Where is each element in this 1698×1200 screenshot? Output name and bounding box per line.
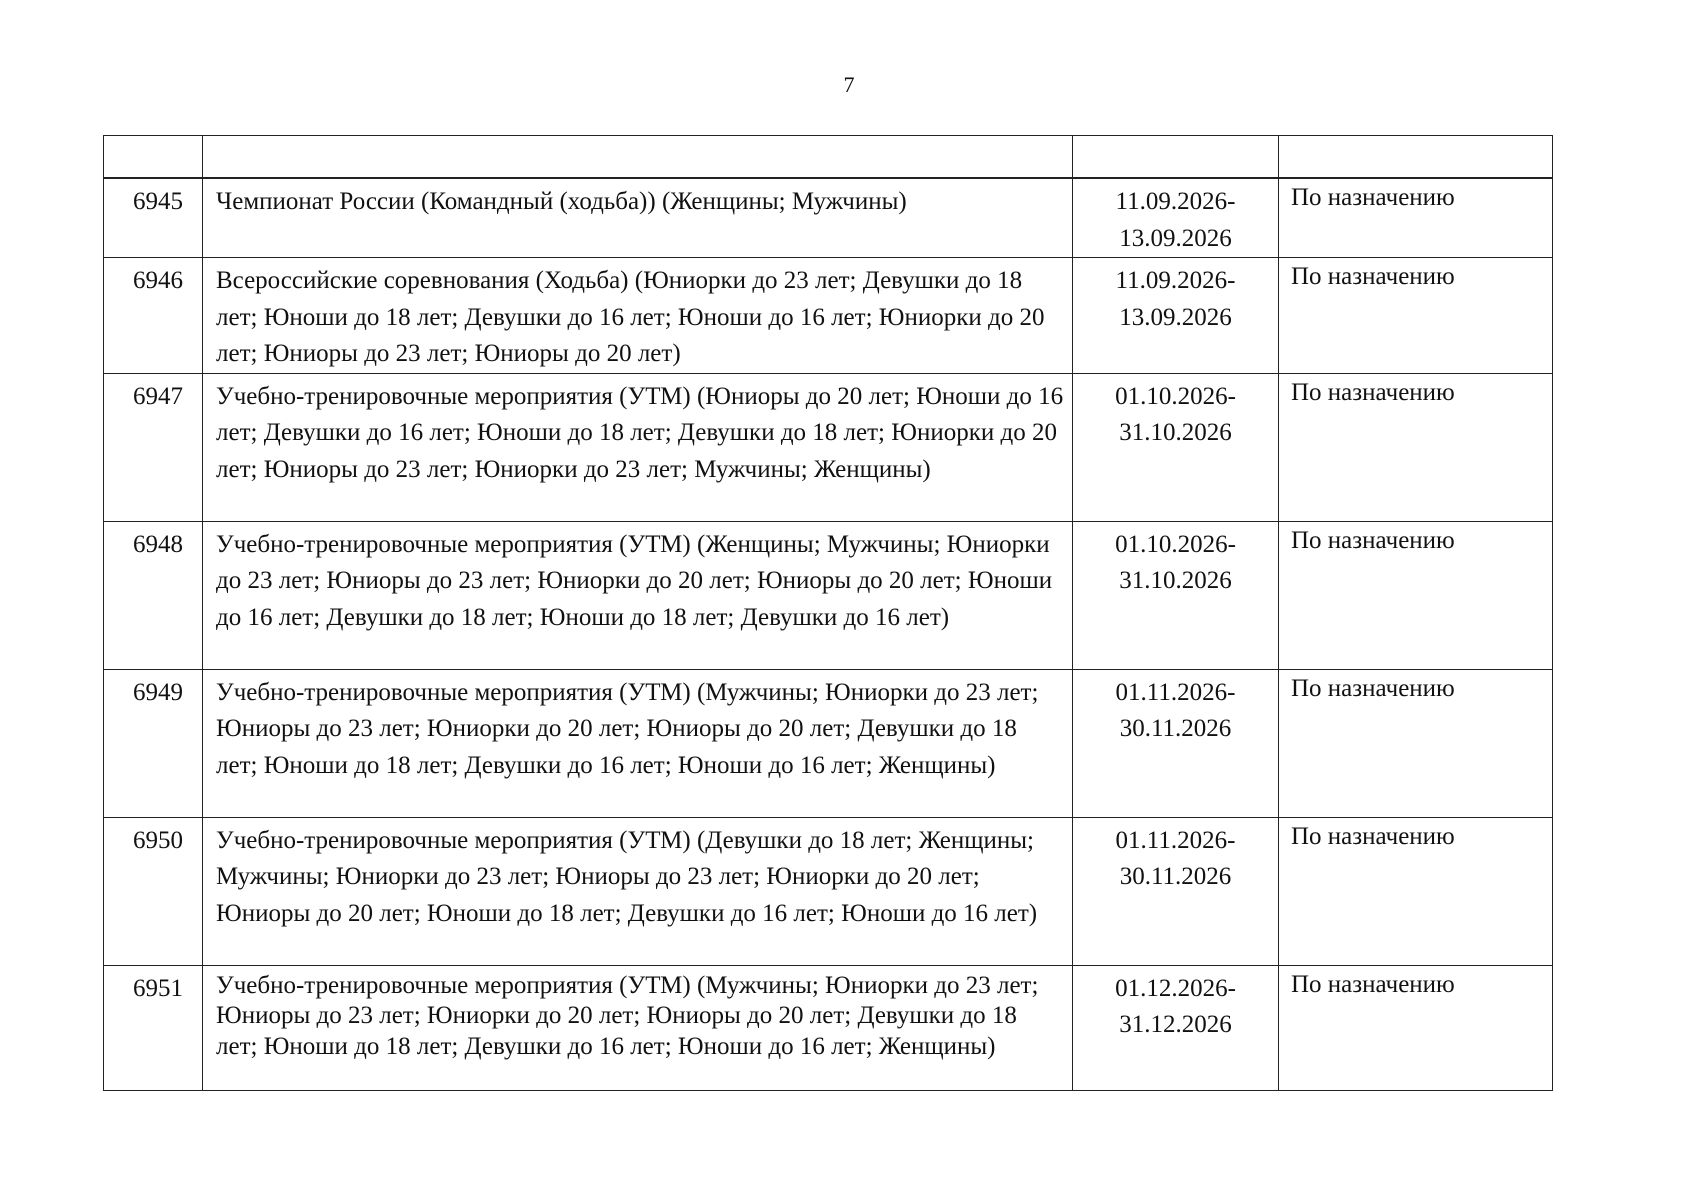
header-cell-dates [1073,136,1279,179]
event-number: 6945 [104,178,203,258]
date-end: 13.09.2026 [1119,303,1232,331]
date-start: 01.12.2026- [1115,974,1236,1002]
event-place: По назначению [1279,965,1553,1090]
event-number: 6946 [104,258,203,374]
event-number: 6948 [104,521,203,669]
date-start: 01.11.2026- [1115,678,1236,706]
event-name: Всероссийские соревнования (Ходьба) (Юниорки до 23 лет; Девушки до 18 лет; Юноши до 18 лет; Девушки до 16 лет; Юноши до 16 лет; Юниорки до 20 лет; Юниоры до 23 лет; Юниоры до 20 лет) [203,258,1073,374]
event-place: По назначению [1279,178,1553,258]
event-dates [1073,965,1279,1090]
event-place: По назначению [1279,521,1553,669]
table-row [104,178,1553,258]
event-number: 6947 [104,373,203,521]
date-end: 31.10.2026 [1119,567,1232,594]
table-header-row [104,136,1553,179]
date-end: 30.11.2026 [1119,863,1232,890]
event-number: 6950 [104,817,203,965]
date-start: 01.10.2026- [1115,382,1236,410]
table-row [104,965,1553,1090]
event-name: Чемпионат России (Командный (ходьба)) (Женщины; Мужчины) [203,178,1073,258]
event-dates [1073,521,1279,669]
table-row [104,817,1553,965]
date-start: 11.09.2026- [1115,188,1236,215]
date-start: 11.09.2026- [1115,267,1236,294]
event-name: Учебно-тренировочные мероприятия (УТМ) (Женщины; Мужчины; Юниорки до 23 лет; Юниоры до 23 лет; Юниорки до 20 лет; Юниоры до 20 лет; Юноши до 16 лет; Девушки до 18 лет; Юноши до 18 лет; Девушки до 16 лет) [203,521,1073,669]
event-name: Учебно-тренировочные мероприятия (УТМ) (Мужчины; Юниорки до 23 лет; Юниоры до 23 лет; Юниорки до 20 лет; Юниоры до 20 лет; Девушки до 18 лет; Юноши до 18 лет; Девушки до 16 лет; Юноши до 16 лет; Женщины) [203,965,1073,1090]
event-number: 6951 [104,965,203,1090]
table-row [104,521,1553,669]
table-row [104,373,1553,521]
header-cell-event [203,136,1073,179]
header-cell-place [1279,136,1553,179]
page-number: 7 [843,72,855,97]
date-end: 31.12.2026 [1119,1011,1232,1038]
date-start: 01.11.2026- [1115,826,1236,854]
event-place: По назначению [1279,669,1553,817]
event-dates [1073,373,1279,521]
header-cell-number [104,136,203,179]
event-place: По назначению [1279,817,1553,965]
table-row [104,669,1553,817]
event-name: Учебно-тренировочные мероприятия (УТМ) (Мужчины; Юниорки до 23 лет; Юниоры до 23 лет; Юниорки до 20 лет; Юниоры до 20 лет; Девушки до 18 лет; Юноши до 18 лет; Девушки до 16 лет; Юноши до 16 лет; Женщины) [203,669,1073,817]
event-dates [1073,817,1279,965]
event-name: Учебно-тренировочные мероприятия (УТМ) (Девушки до 18 лет; Женщины; Мужчины; Юниорки до 23 лет; Юниоры до 23 лет; Юниорки до 20 лет; Юниоры до 20 лет; Юноши до 18 лет; Девушки до 16 лет; Юноши до 16 лет) [203,817,1073,965]
date-start: 01.10.2026- [1115,530,1236,558]
events-table [103,135,1553,1091]
date-end: 13.09.2026 [1119,224,1232,252]
event-number: 6949 [104,669,203,817]
date-end: 30.11.2026 [1119,715,1232,742]
event-dates [1073,258,1279,374]
event-name: Учебно-тренировочные мероприятия (УТМ) (Юниоры до 20 лет; Юноши до 16 лет; Девушки до 16 лет; Юноши до 18 лет; Девушки до 18 лет; Юниорки до 20 лет; Юниоры до 23 лет; Юниорки до 23 лет; Мужчины; Женщины) [203,373,1073,521]
event-dates [1073,669,1279,817]
event-place: По назначению [1279,373,1553,521]
event-dates [1073,178,1279,258]
event-place: По назначению [1279,258,1553,374]
table-row [104,258,1553,374]
date-end: 31.10.2026 [1119,419,1232,446]
